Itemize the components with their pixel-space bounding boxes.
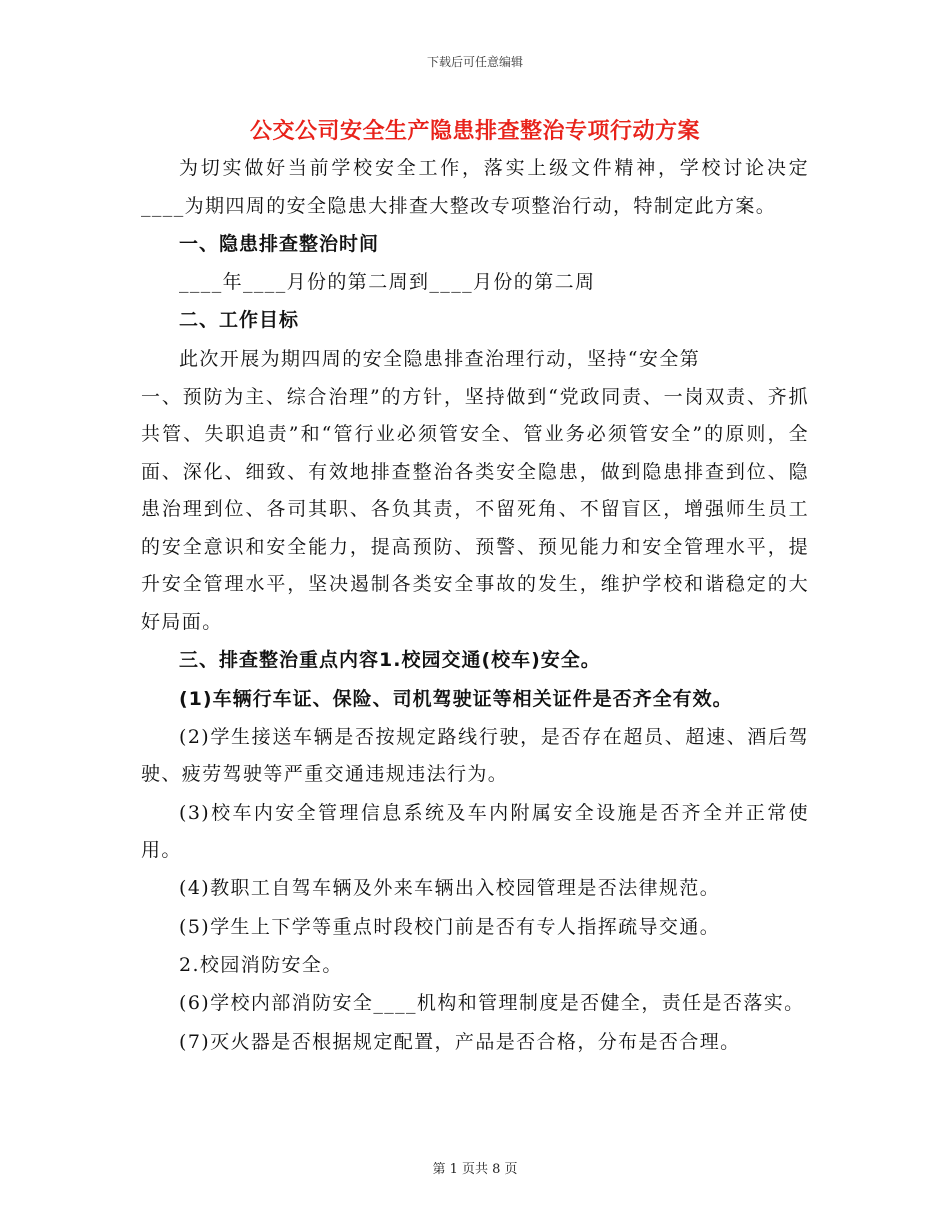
list-item-2: (2)学生接送车辆是否按规定路线行驶，是否存在超员、超速、酒后驾驶、疲劳驾驶等严重交通违规违法行为。 [141,725,809,786]
list-item-7: (7)灭火器是否根据规定配置，产品是否合格，分布是否合理。 [179,1030,741,1053]
list-item-5: (5)学生上下学等重点时段校门前是否有专人指挥疏导交通。 [179,915,721,938]
document-title: 公交公司安全生产隐患排查整治专项行动方案 [249,119,700,144]
section-heading-content: 三、排查整治重点内容1.校园交通(校车)安全。 [179,649,601,672]
page-footer: 第 1 页共 8 页 [432,1162,518,1177]
list-item-1: (1)车辆行车证、保险、司机驾驶证等相关证件是否齐全有效。 [179,687,733,710]
header-note: 下载后可任意编辑 [426,55,523,69]
intro-paragraph: 为切实做好当前学校安全工作，落实上级文件精神，学校讨论决定____为期四周的安全隐患大排查大整改专项整治行动，特制定此方案。 [141,157,809,217]
time-paragraph: ____年____月份的第二周到____月份的第二周 [179,271,596,294]
subsection-fire-safety: 2.校园消防安全。 [179,954,343,977]
list-item-6: (6)学校内部消防安全____机构和管理制度是否健全，责任是否落实。 [179,992,805,1015]
goal-paragraph-body: 一、预防为主、综合治理”的方针，坚持做到“党政同责、一岗双责、齐抓共管、失职追责”和“管行业必须管安全、管业务必须管安全”的原则，全面、深化、细致、有效地排查整治各类安全隐患，做到隐患排查到位、隐患治理到位、各司其职、各负其责，不留死角、不留盲区，增强师生员工的安全意识和安全能力，提高预防、预警、预见能力和安全管理水平，提升安全管理水平，坚决遏制各类安全事故的发生，维护学校和谐稳定的大好局面。 [141,385,809,633]
section-heading-goal: 二、工作目标 [179,309,300,332]
list-item-3: (3)校车内安全管理信息系统及车内附属安全设施是否齐全并正常使用。 [141,801,809,862]
goal-paragraph-start: 此次开展为期四周的安全隐患排查治理行动，坚持“安全第 [179,347,701,370]
list-item-4: (4)教职工自驾车辆及外来车辆出入校园管理是否法律规范。 [179,877,721,900]
section-heading-time: 一、隐患排查整治时间 [179,232,380,255]
document-body [141,150,809,1061]
